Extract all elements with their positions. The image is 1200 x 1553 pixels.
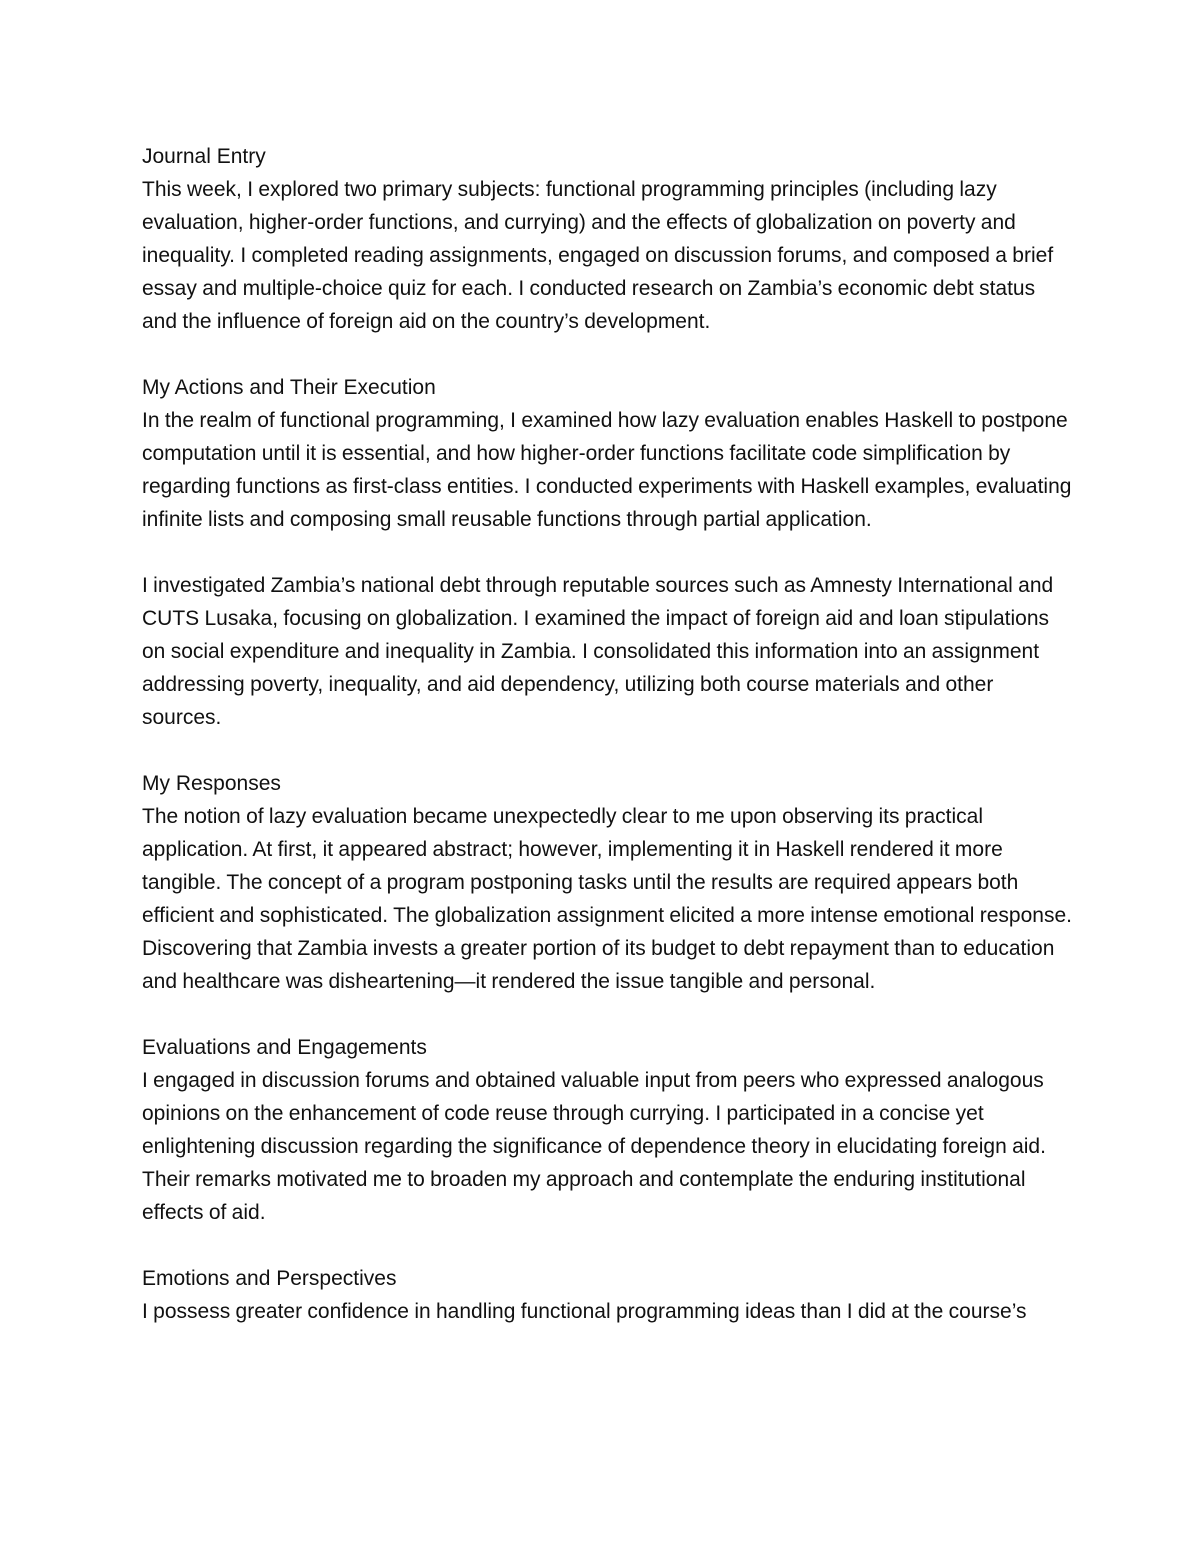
evaluations-heading: Evaluations and Engagements	[142, 1036, 427, 1059]
actions-heading: My Actions and Their Execution	[142, 376, 436, 399]
emotions-paragraph: I possess greater confidence in handling functional programming ideas than I did at the course’s	[142, 1300, 1027, 1323]
paragraph-spacer	[142, 734, 1072, 767]
emotions-heading: Emotions and Perspectives	[142, 1267, 397, 1290]
paragraph-spacer	[142, 536, 1072, 569]
responses-paragraph: The notion of lazy evaluation became unexpectedly clear to me upon observing its practical application. At first, it appeared abstract; however, implementing it in Haskell rendered it more tangible. The concept of a program postponing tasks until the results are required appears both efficient and sophisticated. The globalization assignment elicited a more intense emotional response. Discovering that Zambia invests a greater portion of its budget to debt repayment than to education and healthcare was disheartening—it rendered the issue tangible and personal.	[142, 805, 1072, 993]
document-page	[142, 140, 1072, 1328]
paragraph-spacer	[142, 1229, 1072, 1262]
responses-heading: My Responses	[142, 772, 281, 795]
evaluations-paragraph: I engaged in discussion forums and obtained valuable input from peers who expressed analogous opinions on the enhancement of code reuse through currying. I participated in a concise yet enlightening discussion regarding the significance of dependence theory in elucidating foreign aid. Their remarks motivated me to broaden my approach and contemplate the enduring institutional effects of aid.	[142, 1069, 1046, 1224]
paragraph-spacer	[142, 998, 1072, 1031]
actions-paragraph-zambia: I investigated Zambia’s national debt through reputable sources such as Amnesty International and CUTS Lusaka, focusing on globalization. I examined the impact of foreign aid and loan stipulations on social expenditure and inequality in Zambia. I consolidated this information into an assignment addressing poverty, inequality, and aid dependency, utilizing both course materials and other sources.	[142, 574, 1054, 729]
paragraph-spacer	[142, 338, 1072, 371]
actions-paragraph-functional: In the realm of functional programming, I examined how lazy evaluation enables Haskell to postpone computation until it is essential, and how higher-order functions facilitate code simplification by regarding functions as first-class entities. I conducted experiments with Haskell examples, evaluating infinite lists and composing small reusable functions through partial application.	[142, 409, 1072, 531]
journal-intro-paragraph: This week, I explored two primary subjects: functional programming principles (including lazy evaluation, higher-order functions, and currying) and the effects of globalization on poverty and inequality. I completed reading assignments, engaged on discussion forums, and composed a brief essay and multiple-choice quiz for each. I conducted research on Zambia’s economic debt status and the influence of foreign aid on the country’s development.	[142, 178, 1054, 333]
journal-title: Journal Entry	[142, 145, 266, 168]
